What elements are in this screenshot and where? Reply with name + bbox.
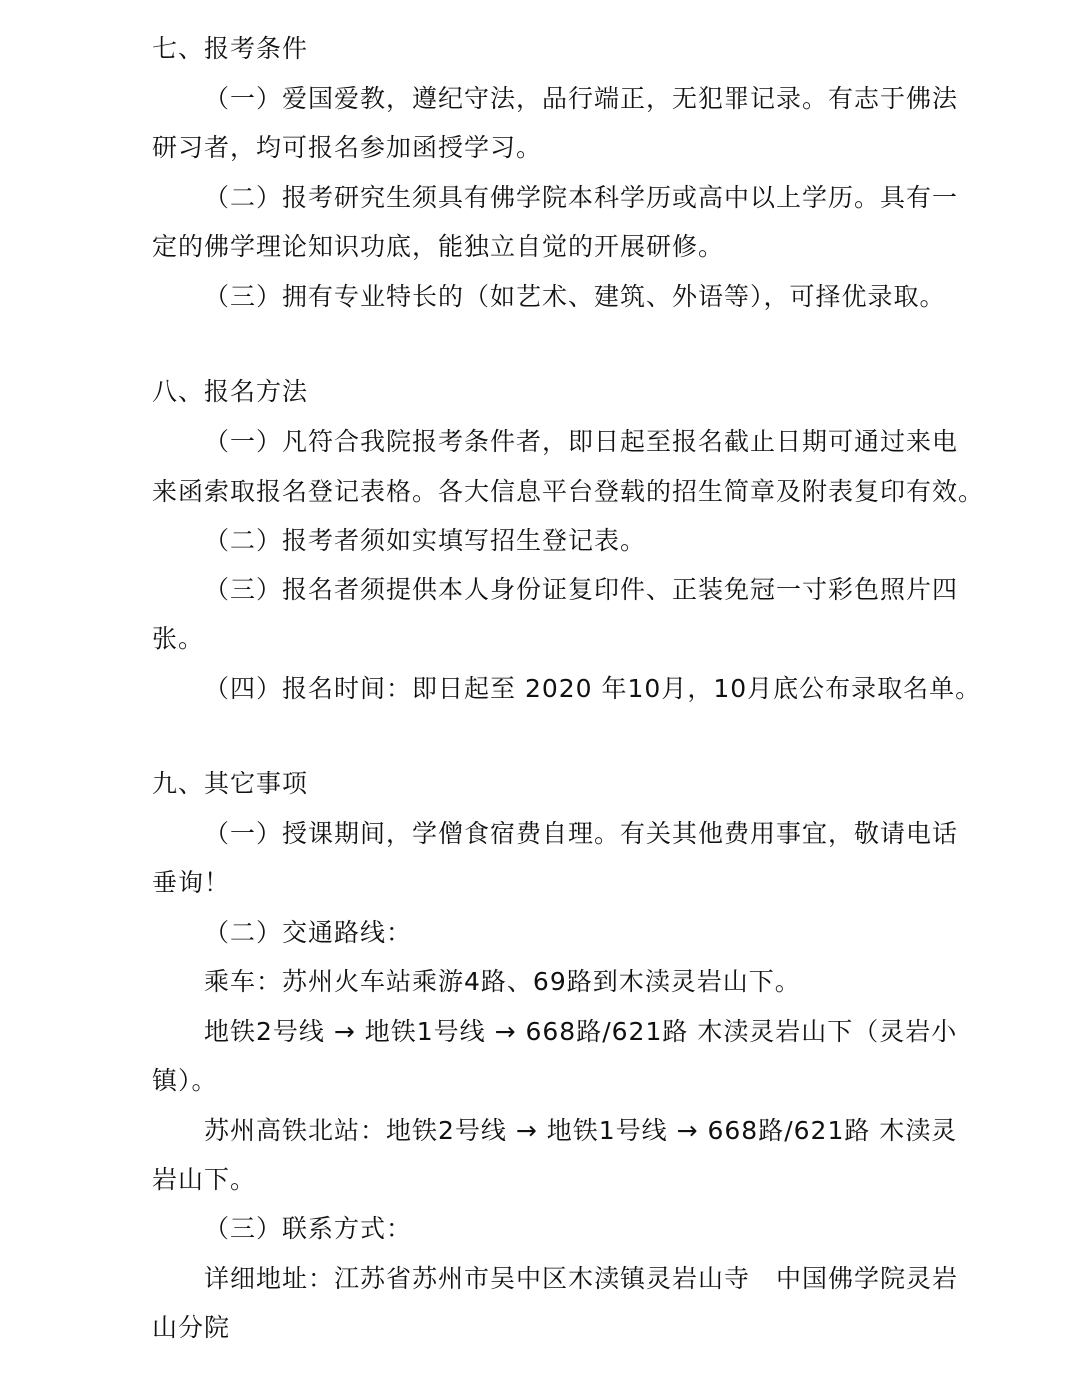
section7-title: 七、报考条件 [152,34,309,63]
section8-item1-line2: 来函索取报名登记表格。各大信息平台登载的招生简章及附表复印有效。 [152,477,985,506]
section9-route2-line1: 地铁2号线 → 地铁1号线 → 668路/621路 木渎灵岩山下（灵岩小 [204,1017,958,1046]
section9-route2-line2: 镇）。 [152,1066,218,1095]
section9-title: 九、其它事项 [152,769,309,798]
section7-item1-line2: 研习者，均可报名参加函授学习。 [152,133,543,162]
section8-title: 八、报名方法 [152,377,309,406]
section7-item3-line1: （三）拥有专业特长的（如艺术、建筑、外语等），可择优录取。 [204,282,946,311]
section9-route3-line2: 岩山下。 [152,1165,257,1194]
section8-item3-line2: 张。 [152,624,205,653]
section9-item3-line1: （三）联系方式： [204,1214,413,1243]
section9-route1: 乘车：苏州火车站乘游4路、69路到木渎灵岩山下。 [204,967,801,996]
section9-item1-line2: 垂询！ [152,868,231,897]
section9-address-line1: 详细地址：江苏省苏州市吴中区木渎镇灵岩山寺 中国佛学院灵岩 [204,1264,959,1293]
section9-address-line2: 山分院 [152,1313,231,1342]
section8-item2-line1: （二）报考者须如实填写招生登记表。 [204,526,647,555]
section7-item1-line1: （一）爱国爱教，遵纪守法，品行端正，无犯罪记录。有志于佛法 [204,84,959,113]
section8-item3-line1: （三）报名者须提供本人身份证复印件、正装免冠一寸彩色照片四 [204,575,959,604]
section7-item2-line1: （二）报考研究生须具有佛学院本科学历或高中以上学历。具有一 [204,183,959,212]
section9-route3-line1: 苏州高铁北站：地铁2号线 → 地铁1号线 → 668路/621路 木渎灵 [204,1116,958,1145]
section8-item4-line1: （四）报名时间：即日起至 2020 年10月，10月底公布录取名单。 [204,674,982,703]
section9-item1-line1: （一）授课期间，学僧食宿费自理。有关其他费用事宜，敬请电话 [204,819,959,848]
section9-item2-line1: （二）交通路线： [204,918,413,947]
section7-item2-line2: 定的佛学理论知识功底，能独立自觉的开展研修。 [152,232,725,261]
section8-item1-line1: （一）凡符合我院报考条件者，即日起至报名截止日期可通过来电 [204,427,959,456]
